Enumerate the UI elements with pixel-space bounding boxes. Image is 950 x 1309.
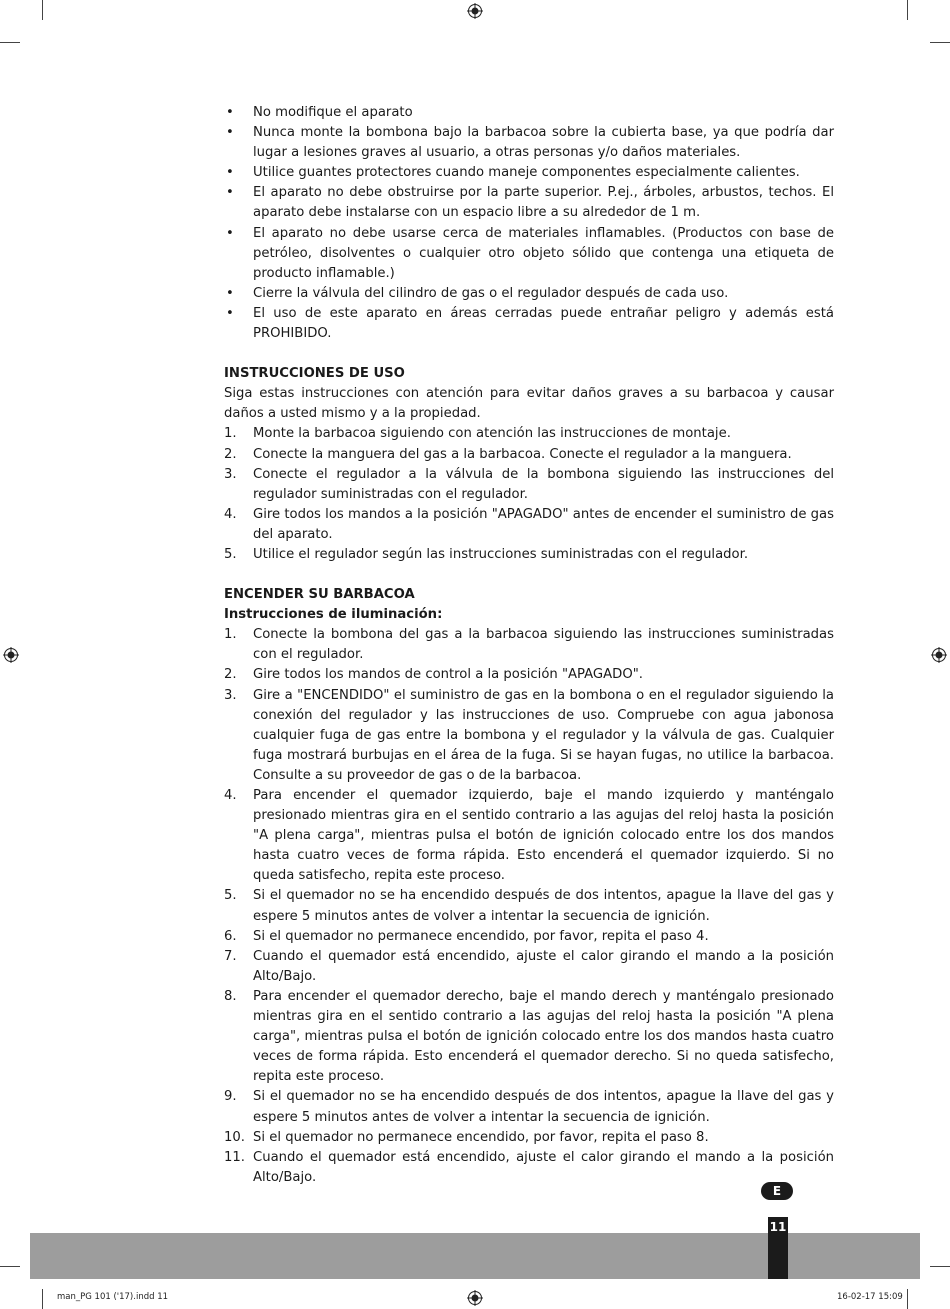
section-intro: Siga estas instrucciones con atención para evitar daños graves a su barbacoa y causar daños a usted mismo y a la propiedad.	[224, 386, 834, 422]
step-text: Si el quemador no permanece encendido, por favor, repita el paso 4.	[253, 928, 709, 944]
bullet-marker: •	[226, 285, 234, 301]
bullet-text: El aparato no debe obstruirse por la parte superior. P.ej., árboles, arbustos, techos. El aparato debe instalarse con un espacio libre a su alrededor de 1 m.	[253, 185, 834, 221]
registration-mark-icon	[467, 1290, 483, 1306]
usage-steps-list	[224, 424, 834, 565]
step-number: 7.	[224, 948, 237, 964]
step-number: 9.	[224, 1089, 237, 1105]
bullet-marker: •	[226, 165, 234, 181]
step-number: 1.	[224, 426, 237, 442]
safety-bullet-list	[224, 103, 834, 344]
ignition-steps-list	[224, 625, 834, 1188]
bullet-text: No modifique el aparato	[253, 105, 413, 120]
registration-mark-icon	[931, 647, 947, 663]
bullet-text: El uso de este aparato en áreas cerradas puede entrañar peligro y además está PROHIBIDO.	[253, 305, 834, 342]
bullet-marker: •	[226, 185, 234, 201]
step-text: Para encender el quemador derecho, baje el mando derech y manténgalo presionado mientras gira en el sentido contrario a las agujas del reloj hasta la posición "A plena carga", mientras pulsa el botón de ignición colocado entre los dos mandos hasta cuatro veces de forma rápida. Esto encenderá el quemador derecho. Si no queda satisfecho, repita este proceso.	[253, 988, 834, 1085]
list-item	[224, 686, 834, 786]
step-number: 3.	[224, 466, 237, 482]
step-text: Gire todos los mandos de control a la posición "APAGADO".	[253, 667, 643, 683]
step-number: 4.	[224, 788, 237, 803]
bullet-text: Nunca monte la bombona bajo la barbacoa sobre la cubierta base, ya que podría dar lugar a lesiones graves al usuario, a otras personas y/o daños materiales.	[253, 125, 834, 161]
list-item	[224, 665, 834, 685]
bullet-text: El aparato no debe usarse cerca de materiales inflamables. (Productos con base de petróleo, disolventes o cualquier otro objeto sólido que contenga una etiqueta de producto inflamable.)	[253, 225, 834, 281]
step-number: 2.	[224, 667, 237, 683]
crop-mark-top-left-h	[0, 42, 20, 43]
step-text: Conecte el regulador a la válvula de la bombona siguiendo las instrucciones del regulador suministradas con el regulador.	[253, 466, 834, 502]
step-text: Conecte la manguera del gas a la barbacoa. Conecte el regulador a la manguera.	[253, 446, 792, 462]
page-number: 11	[768, 1217, 788, 1279]
list-item	[224, 505, 834, 545]
step-text: Gire a "ENCENDIDO" el suministro de gas en la bombona o en el regulador siguiendo la conexión del regulador y las instrucciones de uso. Compruebe con agua jabonosa cualquier fuga de gas entre la bombona y el regulador y la válvula de gas. Cualquier fuga mostrará burbujas en el área de la fuga. Si se hayan fugas, no utilice la barbacoa. Consulte a su proveedor de gas o de la barbacoa.	[253, 687, 834, 783]
bullet-marker: •	[226, 305, 234, 321]
registration-mark-icon	[467, 3, 483, 19]
section-heading-encender-su-barbacoa: ENCENDER SU BARBACOA	[224, 587, 415, 603]
bullet-marker: •	[226, 225, 234, 241]
list-item	[224, 947, 834, 987]
list-item	[224, 625, 834, 665]
list-item	[224, 424, 834, 444]
slug-timestamp: 16-02-17 15:09	[837, 1292, 903, 1302]
step-number: 1.	[224, 627, 237, 643]
bullet-marker: •	[226, 125, 234, 141]
step-text: Monte la barbacoa siguiendo con atención las instrucciones de montaje.	[253, 426, 731, 442]
step-number: 5.	[224, 546, 237, 562]
bullet-item	[224, 183, 834, 223]
step-text: Cuando el quemador está encendido, ajuste el calor girando el mando a la posición Alto/Bajo.	[253, 948, 834, 984]
crop-mark-bottom-left-v	[42, 1289, 43, 1309]
step-text: Gire todos los mandos a la posición "APAGADO" antes de encender el suministro de gas del aparato.	[253, 506, 834, 542]
step-number: 8.	[224, 988, 237, 1004]
bullet-item	[224, 224, 834, 284]
step-text: Conecte la bombona del gas a la barbacoa siguiendo las instrucciones suministradas con el regulador.	[253, 627, 834, 663]
bullet-text: Cierre la válvula del cilindro de gas o el regulador después de cada uso.	[253, 285, 729, 301]
crop-mark-bottom-right-v	[907, 1289, 908, 1309]
list-item	[224, 545, 834, 565]
bullet-item	[224, 103, 834, 123]
bullet-item	[224, 304, 834, 344]
crop-mark-bottom-right-h	[930, 1266, 950, 1267]
list-item	[224, 927, 834, 947]
step-number: 2.	[224, 446, 237, 462]
list-item	[224, 886, 834, 926]
step-text: Cuando el quemador está encendido, ajuste el calor girando el mando a la posición Alto/Bajo.	[253, 1149, 834, 1185]
list-item	[224, 1148, 834, 1188]
registration-mark-icon	[3, 647, 19, 663]
crop-mark-bottom-left-h	[0, 1266, 20, 1267]
list-item	[224, 1128, 834, 1148]
list-item	[224, 786, 834, 886]
list-item	[224, 465, 834, 505]
bullet-marker: •	[226, 105, 234, 120]
section-heading-instrucciones-de-uso: INSTRUCCIONES DE USO	[224, 366, 405, 382]
crop-mark-top-right-v	[907, 0, 908, 20]
crop-mark-top-left-v	[42, 0, 43, 20]
list-item	[224, 1087, 834, 1127]
step-text: Utilice el regulador según las instrucciones suministradas con el regulador.	[253, 546, 749, 562]
step-number: 10.	[224, 1129, 245, 1145]
step-text: Si el quemador no se ha encendido después de dos intentos, apague la llave del gas y espere 5 minutos antes de volver a intentar la secuencia de ignición.	[253, 888, 834, 924]
language-badge: E	[761, 1182, 793, 1200]
step-number: 6.	[224, 928, 237, 944]
step-text: Si el quemador no permanece encendido, por favor, repita el paso 8.	[253, 1129, 709, 1145]
step-text: Si el quemador no se ha encendido después de dos intentos, apague la llave del gas y espere 5 minutos antes de volver a intentar la secuencia de ignición.	[253, 1089, 834, 1125]
bullet-text: Utilice guantes protectores cuando maneje componentes especialmente calientes.	[253, 165, 800, 181]
bullet-item	[224, 163, 834, 183]
list-item	[224, 987, 834, 1087]
bullet-item	[224, 123, 834, 163]
crop-mark-top-right-h	[930, 42, 950, 43]
document-body	[224, 103, 834, 1188]
bullet-item	[224, 284, 834, 304]
slug-filename: man_PG 101 ('17).indd 11	[57, 1292, 169, 1302]
section-subheading: Instrucciones de iluminación:	[224, 607, 443, 623]
list-item	[224, 445, 834, 465]
step-number: 3.	[224, 687, 237, 703]
step-number: 11.	[224, 1149, 245, 1165]
step-number: 4.	[224, 506, 237, 522]
step-number: 5.	[224, 888, 237, 904]
step-text: Para encender el quemador izquierdo, baje el mando izquierdo y manténgalo presionado mientras gira en el sentido contrario a las agujas del reloj hasta la posición "A plena carga", mientras pulsa el botón de ignición colocado entre los dos mandos hasta cuatro veces de forma rápida. Esto encenderá el quemador izquierdo. Si no queda satisfecho, repita este proceso.	[253, 788, 834, 884]
